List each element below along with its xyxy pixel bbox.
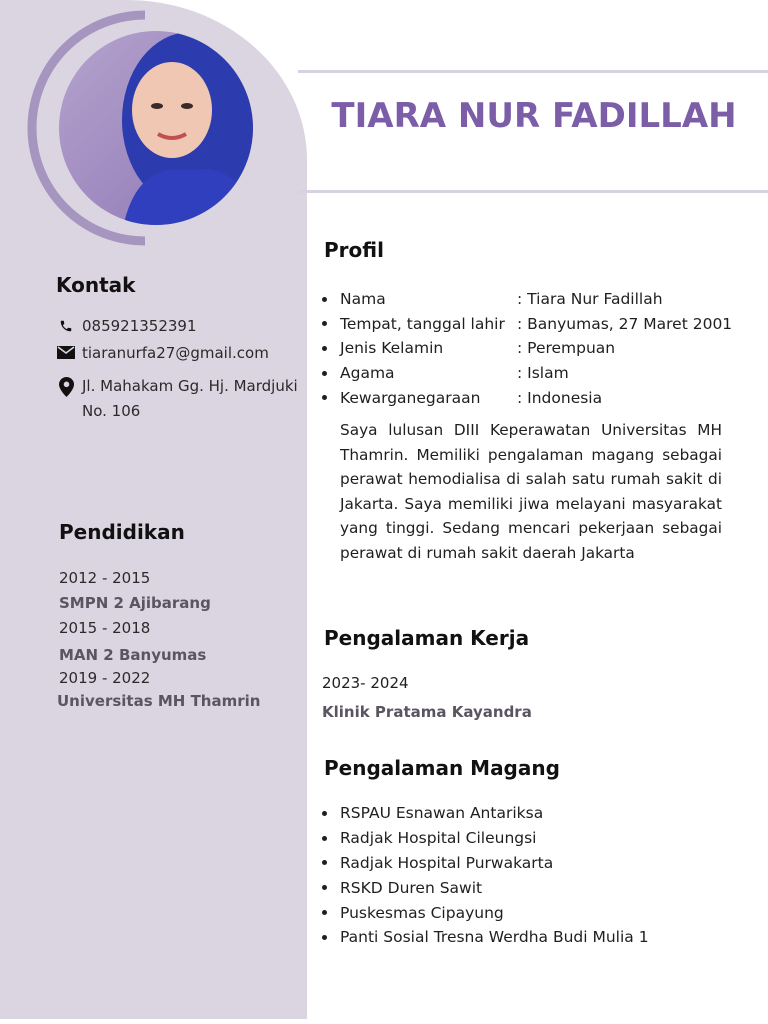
field-label: Agama [340,364,395,383]
education-year: 2019 - 2022 [59,669,151,687]
list-item [322,900,649,925]
work-years: 2023- 2024 [322,674,409,692]
bullet-icon [322,395,327,400]
field-label: Kewarganegaraan [340,388,481,407]
mail-icon [56,344,76,359]
internship-item: Radjak Hospital Cileungsi [340,829,537,848]
profile-photo [20,10,264,246]
education-year: 2015 - 2018 [59,619,151,637]
contact-email [56,344,269,362]
education-heading: Pendidikan [59,520,185,544]
bullet-icon [322,836,327,841]
bullet-icon [322,371,327,376]
internship-item: Puskesmas Cipayung [340,903,504,922]
location-pin-icon [56,374,76,397]
profile-field-row [322,336,732,361]
contact-phone [56,317,197,335]
field-label: Jenis Kelamin [340,339,444,358]
phone-text: 085921352391 [82,317,197,335]
education-year: 2012 - 2015 [59,569,151,587]
bullet-icon [322,910,327,915]
education-school: MAN 2 Banyumas [59,646,207,664]
profile-summary: Saya lulusan DIII Keperawatan Universitas MH Thamrin. Memiliki pengalaman magang sebagai perawat hemodialisa di salah satu rumah sakit di Jakarta. Saya memiliki jiwa melayani masyarakat yang tinggi. Sedang mencari pekerjaan sebagai perawat di rumah sakit daerah Jakarta [340,421,722,562]
bullet-icon [322,346,327,351]
internship-list [322,801,649,950]
header-bottom-line [298,190,768,193]
contact-address [56,374,298,424]
internship-item: Panti Sosial Tresna Werdha Budi Mulia 1 [340,928,649,947]
internship-item: RSKD Duren Sawit [340,878,483,897]
profile-field-row [322,385,732,410]
list-item [322,826,649,851]
work-heading: Pengalaman Kerja [324,626,530,650]
field-label: Nama [340,290,386,309]
candidate-name: TIARA NUR FADILLAH [331,96,737,136]
profile-field-row [322,361,732,386]
internship-item: RSPAU Esnawan Antariksa [340,804,544,823]
profile-fields [322,287,732,410]
work-place: Klinik Pratama Kayandra [322,703,532,721]
internship-heading: Pengalaman Magang [324,756,560,780]
address-line-2: No. 106 [82,402,141,420]
field-label: Tempat, tanggal lahir [340,314,505,333]
education-school: Universitas MH Thamrin [57,692,261,710]
list-item [322,851,649,876]
contact-heading: Kontak [56,273,136,297]
field-value: : Perempuan [517,339,616,358]
phone-icon [56,317,76,333]
header-top-line [298,70,768,73]
list-item [322,801,649,826]
profile-heading: Profil [324,238,384,262]
education-school: SMPN 2 Ajibarang [59,594,211,612]
address-line-1: Jl. Mahakam Gg. Hj. Mardjuki [82,377,298,395]
internship-item: Radjak Hospital Purwakarta [340,853,554,872]
list-item [322,925,649,950]
bullet-icon [322,885,327,890]
bottom-edge [0,1019,768,1024]
email-text: tiaranurfa27@gmail.com [82,344,269,362]
bullet-icon [322,935,327,940]
bullet-icon [322,811,327,816]
list-item [322,875,649,900]
bullet-icon [322,297,327,302]
field-value: : Islam [517,364,569,383]
field-value: : Tiara Nur Fadillah [517,290,663,309]
bullet-icon [322,321,327,326]
profile-field-row [322,287,732,312]
field-value: : Indonesia [517,388,603,407]
bullet-icon [322,860,327,865]
profile-field-row [322,312,732,337]
field-value: : Banyumas, 27 Maret 2001 [517,314,733,333]
